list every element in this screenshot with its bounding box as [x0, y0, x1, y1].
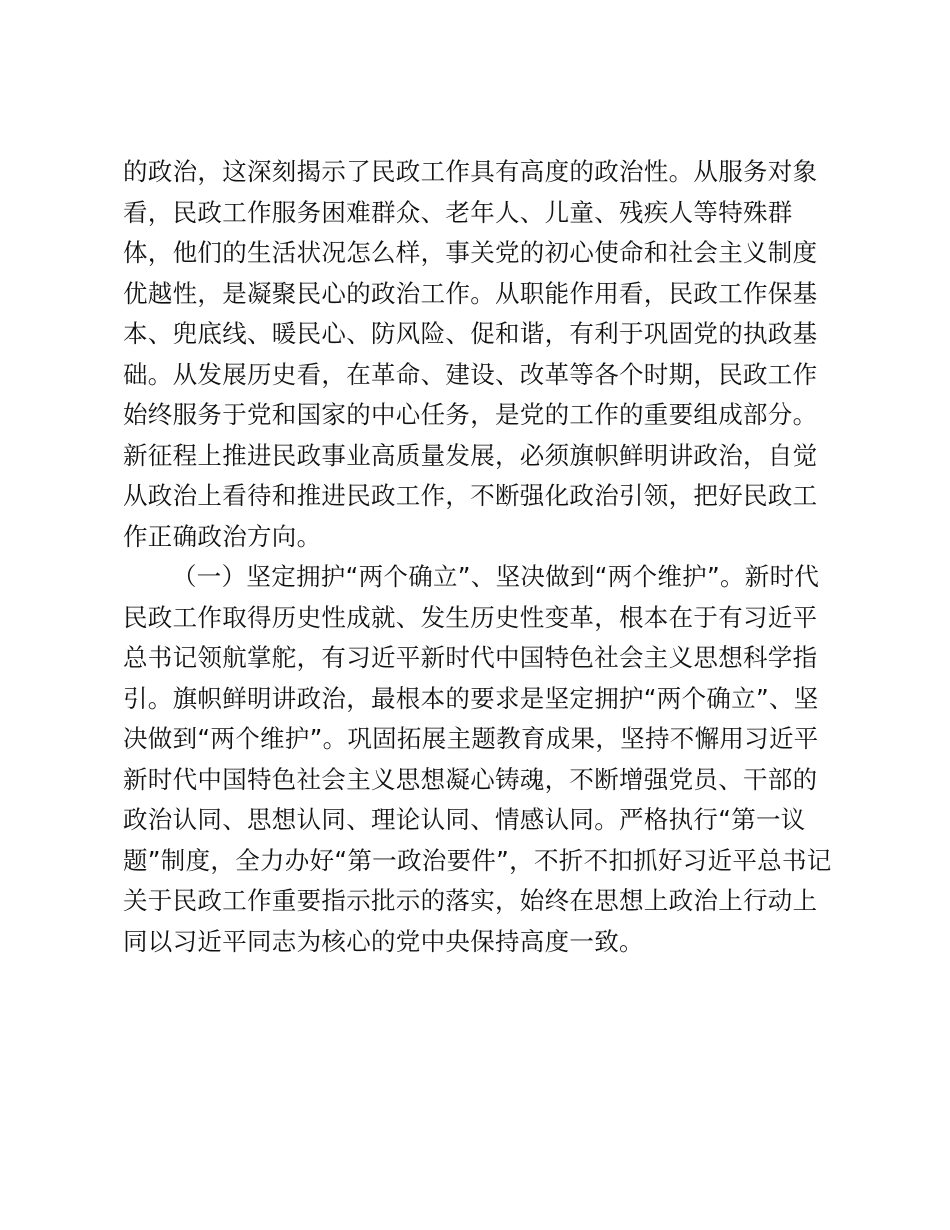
text-line: 体，他们的生活状况怎么样，事关党的初心使命和社会主义制度	[123, 238, 818, 267]
text-line: 优越性，是凝聚民心的政治工作。从职能作用看，民政工作保基	[123, 278, 818, 308]
text-line: 从政治上看待和推进民政工作，不断强化政治引领，把好民政工	[123, 481, 818, 510]
text-line: 题”制度，全力办好“第一政治要件”，不折不扣抓好习近平总书记	[123, 845, 832, 875]
text-line: 作正确政治方向。	[123, 521, 322, 551]
text-line: 始终服务于党和国家的中心任务，是党的工作的重要组成部分。	[123, 400, 818, 429]
text-line: 决做到“两个维护”。巩固拓展主题教育成果，坚持不懈用习近平	[123, 724, 819, 753]
section-heading-line: （一）坚定拥护“两个确立”、坚决做到“两个维护”。新时代	[172, 562, 820, 591]
text-line: 民政工作取得历史性成就、发生历史性变革，根本在于有习近平	[123, 602, 818, 632]
text-line: 引。旗帜鲜明讲政治，最根本的要求是坚定拥护“两个确立”、坚	[123, 683, 819, 713]
text-line: 新征程上推进民政事业高质量发展，必须旗帜鲜明讲政治，自觉	[123, 440, 818, 470]
text-line: 本、兜底线、暖民心、防风险、促和谐，有利于巩固党的执政基	[123, 319, 818, 348]
text-line: 政治认同、思想认同、理论认同、情感认同。严格执行“第一议	[123, 805, 806, 834]
text-line: 的政治，这深刻揭示了民政工作具有高度的政治性。从服务对象	[123, 157, 818, 186]
text-line: 看，民政工作服务困难群众、老年人、儿童、残疾人等特殊群	[123, 197, 793, 227]
text-line: 同以习近平同志为核心的党中央保持高度一致。	[123, 926, 644, 956]
text-line: 关于民政工作重要指示批示的落实，始终在思想上政治上行动上	[123, 886, 818, 915]
text-line: 础。从发展历史看，在革命、建设、改革等各个时期，民政工作	[123, 359, 818, 389]
text-line: 新时代中国特色社会主义思想凝心铸魂，不断增强党员、干部的	[123, 764, 818, 794]
text-line: 总书记领航掌舵，有习近平新时代中国特色社会主义思想科学指	[123, 643, 818, 672]
body-text	[123, 152, 843, 962]
